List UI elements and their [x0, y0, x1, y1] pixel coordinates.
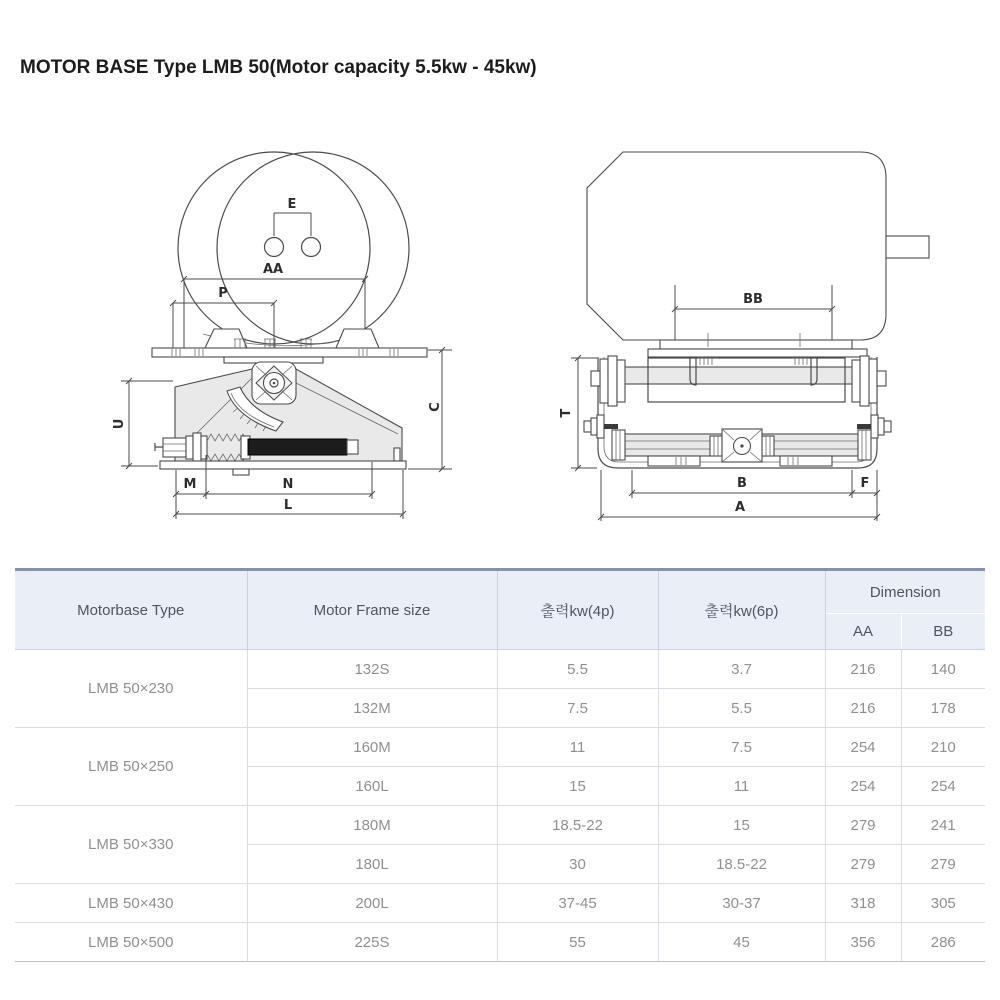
dim-bb-cell: 305 [901, 884, 985, 923]
lower-rail-end-right [858, 430, 871, 460]
frame-size-cell: 160L [247, 767, 497, 806]
output-6p-cell: 45 [658, 923, 825, 962]
dim-bb-cell: 286 [901, 923, 985, 962]
saddle-support-right [336, 329, 379, 348]
spec-table-section [15, 568, 985, 962]
output-6p-cell: 18.5-22 [658, 845, 825, 884]
dim-label-a: A [734, 500, 746, 515]
output-4p-cell: 11 [497, 728, 658, 767]
dim-aa-cell: 216 [825, 650, 901, 689]
motorbase-type-cell: LMB 50×430 [15, 884, 247, 923]
col-header-dimension: Dimension [825, 570, 985, 614]
dim-bb-cell: 210 [901, 728, 985, 767]
output-4p-cell: 30 [497, 845, 658, 884]
wedge-notch [394, 448, 400, 461]
dim-label-u: U [112, 418, 127, 430]
dim-aa-cell: 254 [825, 728, 901, 767]
motor-body [587, 152, 886, 340]
dim-bb-cell: 254 [901, 767, 985, 806]
table-row [15, 923, 985, 962]
motorbase-type-cell: LMB 50×230 [15, 650, 247, 728]
dim-aa-cell: 318 [825, 884, 901, 923]
dim-label-m: M [183, 477, 197, 492]
output-4p-cell: 18.5-22 [497, 806, 658, 845]
base-foot-left [648, 456, 700, 466]
dim-aa-cell: 279 [825, 806, 901, 845]
clamp-nut [252, 362, 296, 404]
dim-label-b: B [737, 476, 747, 491]
motor-foot-plate-lower [648, 349, 867, 357]
col-header-motorbase-type: Motorbase Type [15, 570, 247, 650]
saddle-support-left [205, 329, 247, 348]
mounting-plate [152, 348, 427, 357]
base-foot-right [780, 456, 832, 466]
motor-shaft [886, 236, 929, 258]
motorbase-type-cell: LMB 50×330 [15, 806, 247, 884]
lower-rail-end-left [612, 430, 625, 460]
page-title: MOTOR BASE Type LMB 50(Motor capacity 5.5kw - 45kw) [20, 57, 537, 78]
frame-size-cell: 225S [247, 923, 497, 962]
output-6p-cell: 15 [658, 806, 825, 845]
dim-label-n: N [282, 477, 294, 492]
table-row [15, 650, 985, 689]
dim-bb-cell: 279 [901, 845, 985, 884]
col-header-aa: AA [825, 614, 901, 650]
output-4p-cell: 37-45 [497, 884, 658, 923]
dimension-e [274, 197, 311, 236]
col-header-output-kw-6p: 출력kw(6p) [658, 570, 825, 650]
dimension-bf [629, 470, 880, 498]
dim-aa-cell: 216 [825, 689, 901, 728]
dim-aa-cell: 254 [825, 767, 901, 806]
dim-label-e: E [287, 197, 297, 212]
output-6p-cell: 11 [658, 767, 825, 806]
frame-size-cell: 132S [247, 650, 497, 689]
dim-label-c: C [428, 402, 443, 412]
frame-size-cell: 180M [247, 806, 497, 845]
table-row [15, 806, 985, 845]
clamp-foot [233, 469, 249, 475]
frame-size-cell: 180L [247, 845, 497, 884]
rail-end-right [852, 356, 886, 406]
col-header-output-kw-4p: 출력kw(4p) [497, 570, 658, 650]
output-6p-cell: 30-37 [658, 884, 825, 923]
shaft-hole-left [265, 238, 284, 257]
spec-table [15, 568, 985, 962]
output-4p-cell: 5.5 [497, 650, 658, 689]
dim-bb-cell: 140 [901, 650, 985, 689]
frame-size-cell: 160M [247, 728, 497, 767]
table-row [15, 728, 985, 767]
shaft-hole-right [302, 238, 321, 257]
side-view [559, 152, 929, 521]
front-view [112, 152, 452, 519]
output-4p-cell: 15 [497, 767, 658, 806]
col-header-motor-frame-size: Motor Frame size [247, 570, 497, 650]
motorbase-type-cell: LMB 50×250 [15, 728, 247, 806]
col-header-bb: BB [901, 614, 985, 650]
motorbase-type-cell: LMB 50×500 [15, 923, 247, 962]
dim-label-t: T [559, 408, 574, 418]
dim-aa-cell: 356 [825, 923, 901, 962]
dim-label-aa: AA [262, 262, 284, 277]
output-6p-cell: 5.5 [658, 689, 825, 728]
spec-table-body [15, 650, 985, 962]
frame-size-cell: 200L [247, 884, 497, 923]
dim-label-l: L [283, 498, 293, 513]
motor-circle-right [217, 152, 409, 344]
motor-foot-plate-upper [660, 340, 852, 349]
rail-end-left [591, 356, 625, 406]
output-4p-cell: 55 [497, 923, 658, 962]
dim-aa-cell: 279 [825, 845, 901, 884]
dim-bb-cell: 241 [901, 806, 985, 845]
threaded-rod [248, 439, 347, 455]
bottom-plate [160, 461, 406, 469]
output-4p-cell: 7.5 [497, 689, 658, 728]
frame-size-cell: 132M [247, 689, 497, 728]
dim-label-p: P [218, 286, 228, 301]
spec-table-header [15, 570, 985, 650]
output-6p-cell: 3.7 [658, 650, 825, 689]
dimension-c [408, 347, 452, 472]
dim-bb-cell: 178 [901, 689, 985, 728]
upper-rail [612, 367, 859, 384]
dim-label-bb: BB [743, 292, 763, 307]
table-row [15, 884, 985, 923]
output-6p-cell: 7.5 [658, 728, 825, 767]
dim-label-f: F [860, 476, 870, 491]
